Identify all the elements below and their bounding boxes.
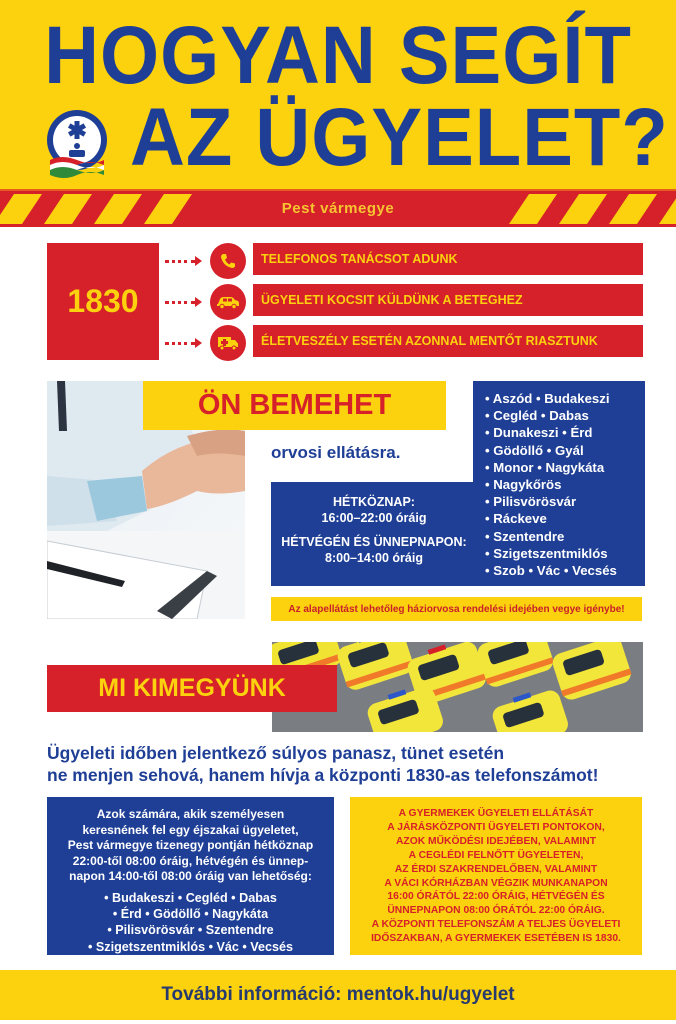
warning-line-1: Ügyeleti időben jelentkező súlyos panasz, tünet esetén [47, 743, 505, 763]
night-line: napon 14:00-től 08:00 óráig van lehetőség: [69, 869, 312, 884]
arrow-icon [165, 338, 205, 348]
kids-line: AZ ÉRDI SZAKRENDELŐBEN, VALAMINT [394, 863, 598, 875]
walk-in-towns-list [485, 390, 617, 579]
footer-more-info[interactable]: További információ: mentok.hu/ugyelet [0, 970, 676, 1020]
ems-logo-icon [42, 108, 112, 184]
list-item: • Cegléd • Dabas [485, 408, 589, 424]
weekend-label: HÉTVÉGÉN ÉS ÜNNEPNAPON: [281, 535, 467, 549]
kids-line: A JÁRÁSKÖZPONTI ÜGYELETI PONTOKON, [387, 821, 605, 833]
car-icon [210, 284, 246, 320]
list-item: • Pilisvörösvár • Szentendre [107, 923, 274, 938]
list-item: • Budakeszi • Cegléd • Dabas [104, 890, 277, 905]
ambulance-icon [210, 325, 246, 361]
weekday-time: 16:00–22:00 óráig [321, 511, 427, 525]
kids-line: A CEGLÉDI FELNŐTT ÜGYELETEN, [408, 849, 584, 861]
hotline-number: 1830 [67, 283, 139, 319]
night-line: 22:00-től 08:00 óráig, hétvégén és ünnep- [72, 853, 309, 868]
list-item: • Aszód • Budakeszi [485, 391, 610, 406]
service-send-car: ÜGYELETI KOCSIT KÜLDÜNK A BETEGHEZ [253, 284, 643, 316]
list-item: • Dunakeszi • Érd [485, 425, 593, 441]
region-label: Pest vármegye [281, 200, 395, 217]
list-item: • Monor • Nagykáta [485, 459, 605, 475]
page-title-line2: AZ ÜGYELET? [130, 91, 669, 184]
we-go-out-banner: MI KIMEGYÜNK [47, 665, 337, 712]
service-ambulance-alert: ÉLETVESZÉLY ESETÉN AZONNAL MENTŐT RIASZTUNK [253, 325, 643, 357]
kids-line: A KÖZPONTI TELEFONSZÁM A TELJES ÜGYELETI [371, 919, 621, 931]
list-item: • Szentendre [485, 528, 565, 544]
phone-icon [210, 243, 246, 279]
kids-line: A VÁCI KÓRHÁZBAN VÉGZIK MUNKANAPON [384, 877, 608, 889]
kids-line: ÜNNEPNAPON 08:00 ÓRÁTÓL 22:00 ÓRÁIG. [387, 905, 605, 917]
list-item: • Nagykőrös [485, 477, 562, 493]
warning-line-2: ne menjen sehová, hanem hívja a központi 1830-as telefonszámot! [47, 765, 599, 785]
night-line: Azok számára, akik személyesen [96, 807, 285, 821]
list-item: • Ráckeve [485, 511, 547, 527]
page-title-line1: HOGYAN SEGÍT [44, 9, 632, 102]
weekday-label: HÉTKÖZNAP: [333, 495, 415, 509]
hotline-number-box [47, 243, 159, 360]
night-line: keresnének fel egy éjszakai ügyeletet, [82, 822, 299, 837]
kids-line-last [350, 932, 642, 946]
kids-last-prefix: IDŐSZAKBAN, A GYERMEKEK ESETÉBEN IS [371, 933, 596, 945]
list-item: • Szob • Vác • Vecsés [485, 563, 617, 579]
night-towns-list [47, 890, 334, 955]
walk-in-hours [271, 494, 477, 566]
list-item: • Érd • Gödöllő • Nagykáta [112, 907, 269, 922]
night-duty-info-box [47, 797, 334, 955]
walk-in-subtitle: orvosi ellátásra. [271, 443, 401, 462]
arrow-icon [165, 256, 205, 266]
kids-hotline-number: 1830. [595, 933, 621, 945]
night-line: Pest vármegye tizenegy pontján hétköznap [67, 838, 314, 853]
children-duty-info-box [350, 797, 642, 955]
list-item: • Szigetszentmiklós [485, 545, 608, 561]
primary-care-note: Az alapellátást lehetőleg háziorvosa rendelési idejében vegye igénybe! [271, 597, 642, 621]
list-item: • Szigetszentmiklós • Vác • Vecsés [87, 939, 294, 954]
list-item: • Pilisvörösvár [485, 494, 577, 510]
list-item: • Gödöllő • Gyál [485, 442, 584, 458]
arrow-icon [165, 297, 205, 307]
kids-line: 16:00 ÓRÁTÓL 22:00 ÓRÁIG, HÉTVÉGÉN ÉS [387, 891, 605, 903]
call-1830-warning [47, 742, 657, 786]
region-stripe-band [0, 189, 676, 227]
kids-line: AZOK MŰKÖDÉSI IDEJÉBEN, VALAMINT [395, 835, 597, 847]
walk-in-banner: ÖN BEMEHET [143, 381, 446, 430]
service-phone-advice: TELEFONOS TANÁCSOT ADUNK [253, 243, 643, 275]
kids-line: A GYERMEKEK ÜGYELETI ELLÁTÁSÁT [398, 808, 594, 819]
weekend-time: 8:00–14:00 óráig [325, 551, 423, 565]
